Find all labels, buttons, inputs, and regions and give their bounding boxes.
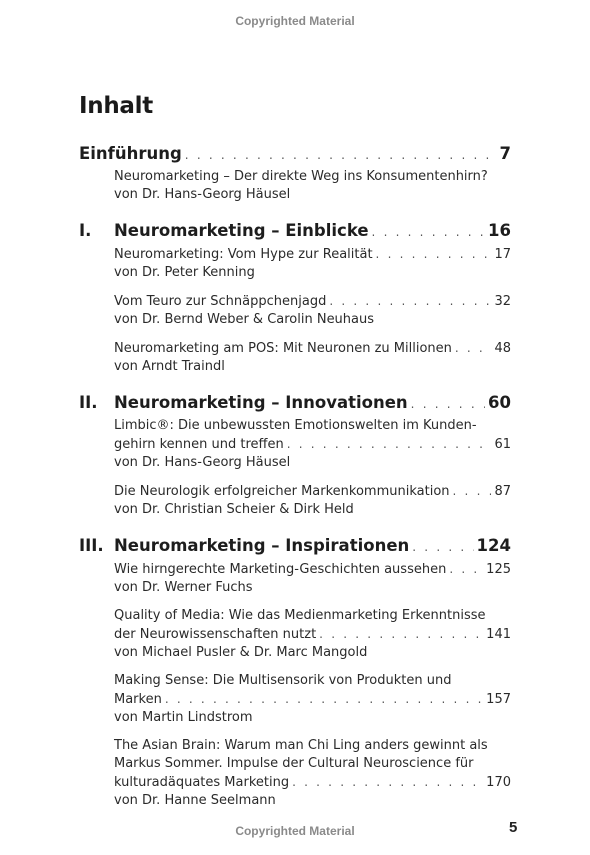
article-author: von Arndt Traindl xyxy=(114,359,225,374)
leader-dots xyxy=(287,435,492,453)
article-title: Die Neurologik erfolgreicher Markenkommunikation xyxy=(114,484,450,499)
toc-section-2[interactable] xyxy=(79,390,511,417)
copyright-header: Copyrighted Material xyxy=(235,14,355,28)
section-title: Neuromarketing – Innovationen xyxy=(114,393,408,412)
leader-dots xyxy=(449,560,483,578)
section-page: 16 xyxy=(488,221,511,240)
article-title-line: The Asian Brain: Warum man Chi Ling anders gewinnt als xyxy=(114,738,488,753)
section-title: Neuromarketing – Einblicke xyxy=(114,221,369,240)
toc-section-3[interactable] xyxy=(79,533,511,560)
leader-dots xyxy=(455,339,492,357)
leader-dots xyxy=(329,292,491,310)
article-author: von Dr. Peter Kenning xyxy=(114,265,255,280)
toc-article[interactable] xyxy=(114,245,511,282)
article-author: von Michael Pusler & Dr. Marc Mangold xyxy=(114,645,368,660)
article-page: 48 xyxy=(494,341,511,356)
article-title: Neuromarketing: Vom Hype zur Realität xyxy=(114,247,373,262)
intro-title: Einführung xyxy=(79,144,182,163)
article-page: 87 xyxy=(494,484,511,499)
article-title: Vom Teuro zur Schnäppchenjagd xyxy=(114,294,327,309)
article-title-line: Markus Sommer. Impulse der Cultural Neuroscience für xyxy=(114,756,474,771)
article-author: von Dr. Hans-Georg Häusel xyxy=(114,455,291,470)
leader-dots xyxy=(453,482,492,500)
leader-dots xyxy=(372,219,485,245)
article-author: von Dr. Hans-Georg Häusel xyxy=(114,187,291,202)
article-page: 61 xyxy=(494,437,511,452)
article-author: von Dr. Hanne Seelmann xyxy=(114,793,276,808)
article-page: 32 xyxy=(494,294,511,309)
toc-article[interactable] xyxy=(114,339,511,376)
toc-article[interactable] xyxy=(114,607,511,662)
table-of-contents xyxy=(79,141,511,810)
article-page: 125 xyxy=(486,562,511,577)
article-title: Neuromarketing – Der direkte Weg ins Konsumentenhirn? xyxy=(114,169,488,184)
toc-article[interactable] xyxy=(114,560,511,597)
leader-dots xyxy=(165,690,483,708)
leader-dots xyxy=(185,142,497,168)
article-page: 141 xyxy=(486,627,511,642)
section-page: 124 xyxy=(476,536,511,555)
toc-title: Inhalt xyxy=(79,93,153,119)
leader-dots xyxy=(412,534,473,560)
toc-article[interactable] xyxy=(114,417,511,472)
article-title-line: der Neurowissenschaften nutzt xyxy=(114,627,317,642)
article-title-line: kulturadäquates Marketing xyxy=(114,775,290,790)
section-number: II. xyxy=(79,393,98,412)
toc-article[interactable] xyxy=(114,672,511,727)
article-author: von Dr. Christian Scheier & Dirk Held xyxy=(114,502,354,517)
page-number: 5 xyxy=(509,819,518,836)
copyright-footer: Copyrighted Material xyxy=(235,824,355,838)
article-author: von Dr. Werner Fuchs xyxy=(114,580,253,595)
toc-intro-article[interactable] xyxy=(114,168,511,204)
section-number: I. xyxy=(79,221,92,240)
leader-dots xyxy=(376,245,492,263)
toc-section-1[interactable] xyxy=(79,218,511,245)
article-author: von Martin Lindstrom xyxy=(114,710,253,725)
section-number: III. xyxy=(79,536,104,555)
toc-intro-heading[interactable] xyxy=(79,141,511,168)
section-page: 60 xyxy=(488,393,511,412)
toc-article[interactable] xyxy=(114,482,511,519)
article-page: 17 xyxy=(494,247,511,262)
leader-dots xyxy=(319,625,483,643)
article-title-line: Quality of Media: Wie das Medienmarketing Erkenntnisse xyxy=(114,608,486,623)
leader-dots xyxy=(292,773,483,791)
section-title: Neuromarketing – Inspirationen xyxy=(114,536,410,555)
toc-article[interactable] xyxy=(114,737,511,810)
article-title: Wie hirngerechte Marketing-Geschichten aussehen xyxy=(114,562,447,577)
article-author: von Dr. Bernd Weber & Carolin Neuhaus xyxy=(114,312,375,327)
leader-dots xyxy=(411,391,485,417)
article-title: Neuromarketing am POS: Mit Neuronen zu Millionen xyxy=(114,341,452,356)
article-page: 170 xyxy=(486,775,511,790)
article-page: 157 xyxy=(486,692,511,707)
intro-page: 7 xyxy=(499,144,511,163)
article-title-line: Limbic®: Die unbewussten Emotionswelten im Kunden- xyxy=(114,418,477,433)
article-title-line: Marken xyxy=(114,692,162,707)
article-title-line: Making Sense: Die Multisensorik von Produkten und xyxy=(114,673,452,688)
article-title-line: gehirn kennen und treffen xyxy=(114,437,284,452)
toc-article[interactable] xyxy=(114,292,511,329)
